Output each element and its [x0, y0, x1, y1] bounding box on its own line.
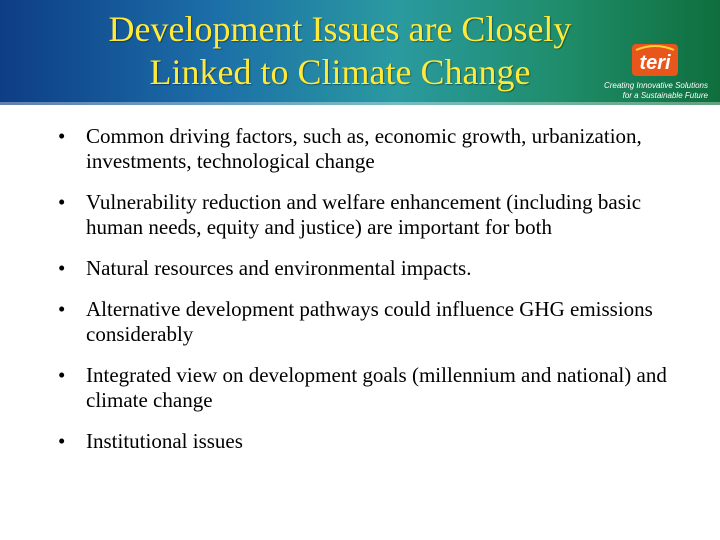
slide-title-line-1: Development Issues are Closely: [108, 9, 572, 49]
bullet-text: Institutional issues: [86, 429, 243, 453]
bullet-text: Alternative development pathways could influence GHG emissions considerably: [86, 297, 653, 346]
slide-header-banner: [0, 0, 720, 105]
teri-logo-tagline: [600, 81, 708, 101]
bullet-text: Integrated view on development goals (millennium and national) and climate change: [86, 363, 667, 412]
bullet-text: Common driving factors, such as, economic growth, urbanization, investments, technological change: [86, 124, 642, 173]
bullet-text: Vulnerability reduction and welfare enhancement (including basic human needs, equity and justice) are important for both: [86, 190, 642, 239]
bullet-item: [58, 190, 698, 240]
bullet-marker: •: [58, 363, 66, 387]
bullet-item: [58, 363, 698, 413]
teri-logo-text: teri: [639, 52, 671, 74]
bullet-item: [58, 124, 698, 174]
bullet-marker: •: [58, 297, 66, 321]
bullet-marker: •: [58, 124, 66, 148]
teri-logo: [600, 40, 708, 102]
bullet-item: [58, 297, 698, 347]
bullet-item: [58, 429, 698, 454]
teri-tagline-line-1: Creating Innovative Solutions: [603, 81, 708, 90]
bullet-marker: •: [58, 190, 66, 214]
bullet-marker: •: [58, 429, 66, 453]
teri-logo-mark: [630, 40, 680, 80]
bullet-item: [58, 256, 698, 281]
teri-tagline-line-2: for a Sustainable Future: [622, 91, 708, 100]
bullet-text: Natural resources and environmental impacts.: [86, 256, 472, 280]
bullet-marker: •: [58, 256, 66, 280]
slide-title-line-2: Linked to Climate Change: [149, 52, 531, 92]
slide-content: [58, 124, 698, 470]
slide-title: [60, 8, 620, 94]
